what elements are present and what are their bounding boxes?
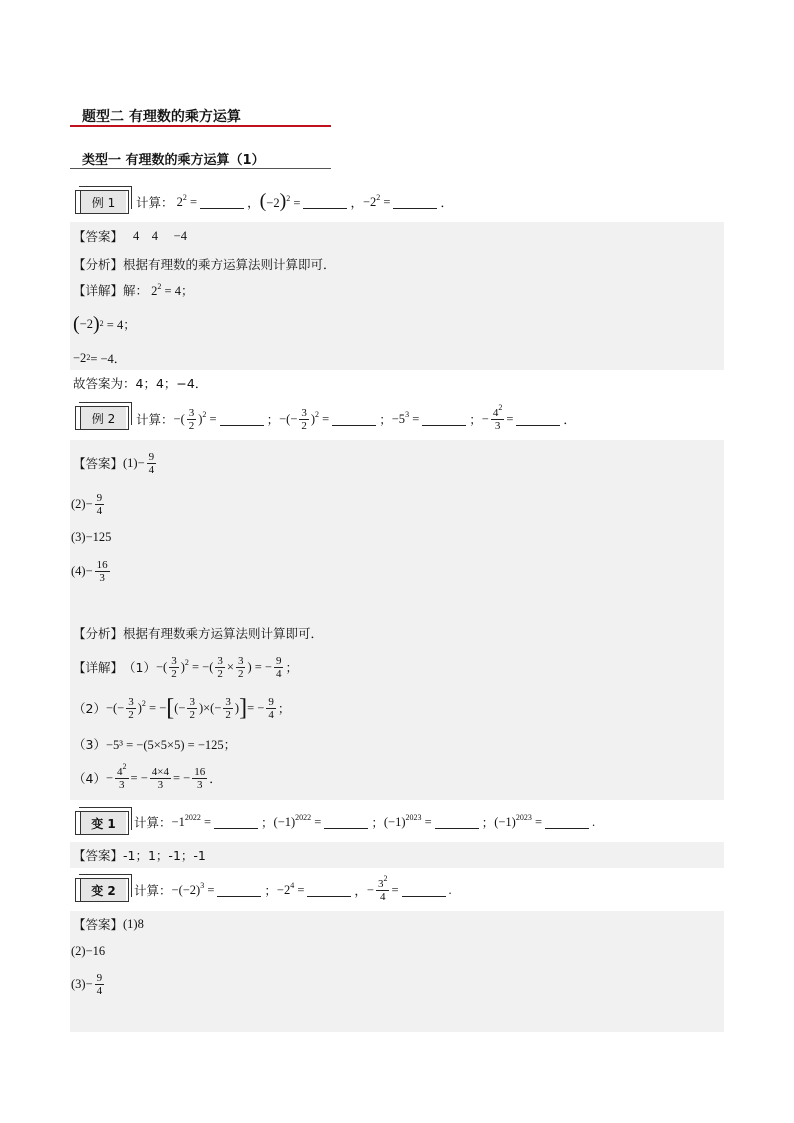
subsection-title: 类型一 有理数的乘方运算（1） [82,153,265,168]
example-2-answer-1: 【答案】 (1)− $\frac{9}{4}$ [73,450,155,476]
example-2-step-4: （4） − $\frac{4^2}{3}$ = − $\frac{4\times 4}{3}$ = − $\frac{16}{3}$ ． [73,761,222,791]
example-1-step-3: −2 2 = −4． [73,350,127,366]
example-1-answer-values: 4 4 −4 [133,228,187,243]
variation-2-prompt: 计算： [134,883,172,898]
example-2-step-1: 【详解】 （1） −( $\frac{3}{2}$ )$^2$ = −( $\frac{3}{2}$ × $\frac{3}{2}$ ) = − $\frac{9}{4}$ ； [73,654,298,680]
example-1-prompt: 计算： [136,195,174,210]
analysis-label: 【分析】 [73,626,124,641]
example-2-answer-4: (4)− $\frac{16}{3}$ [71,558,108,584]
variation-1-label: 变 1 [80,812,126,834]
example-2-question: 计算： −( $\frac{3}{2}$ )$^2$ = ； −(− $\frac{3}{2}$ )$^2$ = ； $-5^3$ = ； − $\frac{4^2}{3}$ = ． [136,402,576,432]
variation-2-answer-1 [73,914,144,934]
example-1-badge [75,190,129,214]
answer-label: 【答案】 [73,456,124,471]
example-1-conclusion: 故答案为：4；4；−4． [73,376,208,391]
variation-2-question: 计算： $-(-2)^3$ = ； $-2^4$ = ， − $\frac{3^2}{4}$ = . [134,873,452,903]
section-title: 题型二 有理数的乘方运算 [82,109,241,125]
example-1-analysis [73,254,336,274]
example-1-answer [73,226,187,246]
example-1-label: 例 1 [80,191,126,213]
example-2-answer-2: (2)− $\frac{9}{4}$ [71,491,103,517]
example-2-answer-1-prefix: (1)− [123,455,145,470]
example-2-step-2: （2） −(− $\frac{3}{2}$ )$^2$ = − [ (− $\frac{3}{2}$ )×(− $\frac{3}{2}$ ) ] = − $\frac{9}{4}$ ； [73,695,291,721]
detail-label: 【详解】 [73,660,124,675]
analysis-label: 【分析】 [73,257,124,272]
example-2-step-3: （3） −5³ = −(5×5×5) = −125； [73,737,237,752]
variation-2-solution-panel [70,911,724,1032]
example-2-badge [75,406,129,430]
section-title-underline [70,125,331,127]
example-2-answer-3: (3)−125 [71,529,112,544]
variation-1-badge [75,811,129,835]
example-2-answer-4-prefix: (4)− [71,563,93,578]
variation-1-answer [73,845,206,865]
example-2-step-3-text: −5³ = −(5×5×5) = −125； [105,738,237,752]
subsection-underline [70,168,331,169]
variation-2-answer-2: (2)−16 [71,943,106,958]
variation-1-question: 计算： $-1^{2022}$ = ； $(-1)^{2022}$ = ； $(-1)^{2023}$ = ； $(-1)^{2023}$ = . [134,812,596,830]
example-2-analysis-text: 根据有理数乘方运算法则计算即可． [123,626,324,641]
variation-2-answer-3-prefix: (3)− [71,976,93,991]
example-2-label: 例 2 [80,407,126,429]
example-1-question: 计算： $2^2$ = ， $(-2)^2$ = ， $-2^2$ = ． [136,190,453,212]
detail-label: 【详解】 [73,283,124,298]
variation-2-label: 变 2 [80,879,126,901]
answer-label: 【答案】 [73,917,124,932]
example-1-detail: 【详解】 解： $2^2 = 4$； [73,282,194,298]
example-2-prompt: 计算： [136,412,174,427]
example-2-answer-2-prefix: (2)− [71,496,93,511]
variation-1-answer-values: -1；1；-1；-1 [123,848,206,863]
example-1-analysis-text: 根据有理数的乘方运算法则计算即可． [123,257,336,272]
answer-label: 【答案】 [73,848,124,863]
variation-2-badge [75,878,129,902]
variation-1-prompt: 计算： [134,815,172,830]
example-2-analysis [73,623,323,643]
variation-2-answer-1-text: (1)8 [123,916,144,931]
variation-2-answer-3: (3)− $\frac{9}{4}$ [71,971,103,997]
example-1-step-2: ( −2 ) 2 = 4； [73,313,136,335]
example-1-detail-lead: 解： [123,283,149,298]
answer-label: 【答案】 [73,229,124,244]
